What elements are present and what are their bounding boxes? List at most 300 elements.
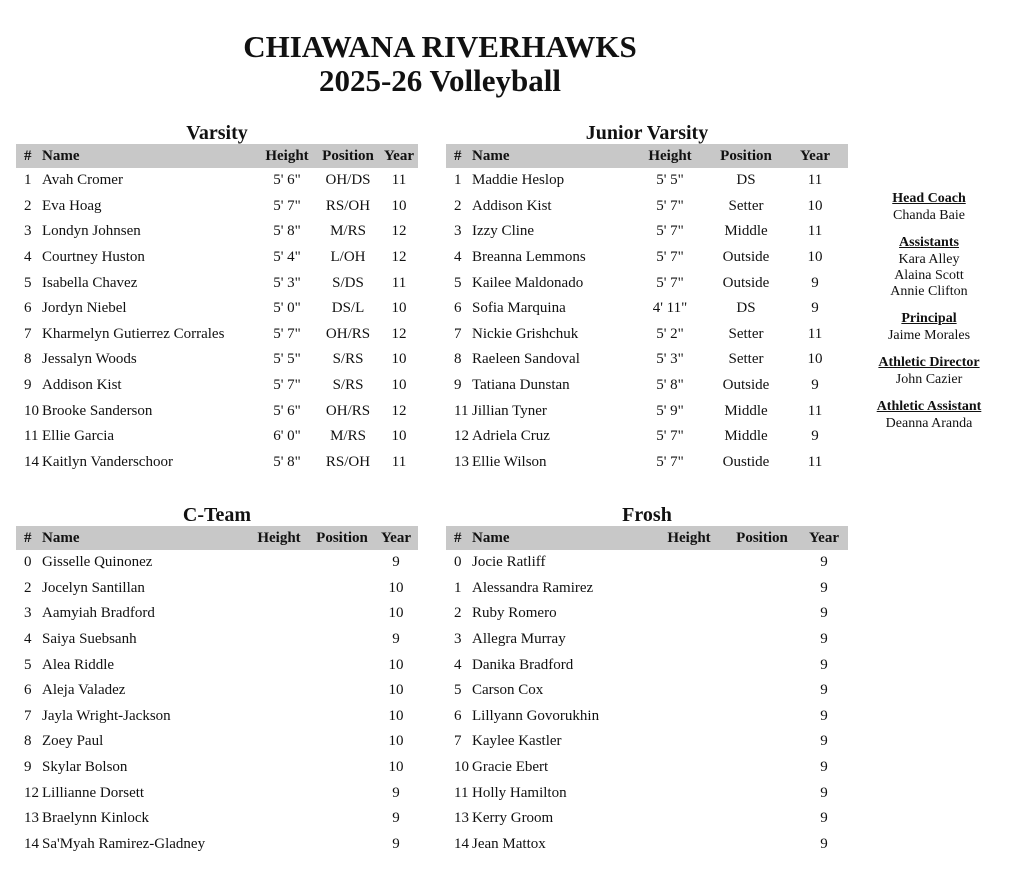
player-year: 9: [820, 656, 828, 673]
table-row: [16, 450, 418, 476]
player-position: RS/OH: [325, 453, 371, 470]
player-year: 10: [391, 300, 407, 317]
staff-list: [862, 190, 996, 442]
player-num: 11: [454, 402, 469, 419]
player-position: [310, 780, 374, 806]
player-position: [724, 576, 800, 602]
player-num: 3: [454, 631, 462, 648]
player-year: 11: [391, 274, 407, 291]
table-row: [16, 168, 418, 194]
player-height: [248, 601, 310, 627]
player-num: 9: [24, 759, 32, 776]
player-name: Gracie Ebert: [472, 759, 549, 776]
player-position: M/RS: [330, 223, 366, 240]
player-num: 4: [454, 249, 462, 266]
player-name: Allegra Murray: [472, 631, 566, 648]
player-num: 7: [454, 733, 462, 750]
player-year: 9: [820, 810, 828, 827]
player-name: Kerry Groom: [472, 810, 554, 827]
column-header-num: #: [24, 529, 32, 546]
player-height: [248, 627, 310, 653]
player-position: OH/RS: [325, 402, 371, 419]
table-row: [16, 729, 418, 755]
player-position: [310, 550, 374, 576]
player-name: Gisselle Quinonez: [42, 554, 153, 571]
staff-name: Deanna Aranda: [885, 416, 973, 431]
player-height: 5' 6": [273, 402, 301, 419]
player-year: 10: [388, 707, 404, 724]
player-num: 14: [454, 835, 469, 852]
column-header-num: #: [454, 147, 462, 164]
player-name: Courtney Huston: [42, 249, 145, 266]
player-year: 9: [392, 835, 400, 852]
player-position: [310, 601, 374, 627]
table-row: [446, 652, 848, 678]
staff-group: [862, 190, 996, 224]
player-name: Skylar Bolson: [42, 759, 128, 776]
player-position: [310, 627, 374, 653]
player-position: Middle: [724, 428, 768, 445]
player-name: Jocie Ratliff: [472, 554, 546, 571]
player-height: 5' 9": [656, 402, 684, 419]
player-num: 11: [454, 784, 469, 801]
player-num: 4: [24, 249, 32, 266]
player-name: Sa'Myah Ramirez-Gladney: [42, 835, 206, 852]
player-num: 10: [454, 759, 469, 776]
player-name: Avah Cromer: [42, 172, 123, 189]
player-name: Addison Kist: [42, 377, 122, 394]
column-header-position: Position: [316, 529, 368, 546]
player-height: [654, 601, 724, 627]
player-position: S/DS: [332, 274, 364, 291]
player-name: Aleja Valadez: [42, 682, 126, 699]
player-height: [248, 678, 310, 704]
player-num: 1: [454, 172, 462, 189]
player-year: 9: [811, 300, 819, 317]
player-year: 10: [388, 579, 404, 596]
player-year: 9: [392, 810, 400, 827]
player-num: 6: [454, 707, 462, 724]
player-num: 3: [24, 605, 32, 622]
player-name: Kaitlyn Vanderschoor: [42, 453, 173, 470]
player-height: 5' 8": [656, 377, 684, 394]
staff-group: [862, 310, 996, 344]
column-header-name: Name: [472, 529, 510, 546]
player-name: Ruby Romero: [472, 605, 557, 622]
player-year: 12: [391, 249, 407, 266]
player-num: 8: [24, 351, 32, 368]
table-row: [16, 806, 418, 832]
player-position: [724, 704, 800, 730]
varsity-roster-table: [16, 144, 418, 475]
junior-varsity-section: [446, 122, 848, 475]
player-position: [310, 832, 374, 858]
column-header-num: #: [24, 147, 32, 164]
table-row: [16, 550, 418, 576]
column-header-name: Name: [42, 529, 80, 546]
table-row: [16, 576, 418, 602]
player-name: Tatiana Dunstan: [472, 377, 570, 394]
player-position: [310, 704, 374, 730]
player-year: 11: [391, 453, 407, 470]
player-position: [724, 678, 800, 704]
page-title: CHIAWANA RIVERHAWKS: [243, 29, 637, 64]
staff-name: Chanda Baie: [893, 208, 965, 223]
table-row: [16, 832, 418, 858]
table-row: [446, 270, 848, 296]
player-position: [724, 627, 800, 653]
player-year: 11: [807, 223, 823, 240]
player-position: [724, 780, 800, 806]
player-position: Oustide: [722, 453, 770, 470]
player-height: [248, 576, 310, 602]
player-position: DS: [736, 300, 756, 317]
player-position: [724, 729, 800, 755]
table-row: [16, 601, 418, 627]
column-header-position: Position: [720, 147, 772, 164]
player-year: 10: [391, 197, 407, 214]
player-height: 5' 5": [656, 172, 684, 189]
player-name: Kharmelyn Gutierrez Corrales: [42, 325, 225, 342]
player-year: 9: [820, 682, 828, 699]
staff-role: Assistants: [899, 235, 959, 250]
player-num: 2: [24, 579, 32, 596]
column-header-height: Height: [667, 529, 711, 546]
player-name: Maddie Heslop: [472, 172, 565, 189]
player-height: 5' 7": [656, 223, 684, 240]
player-name: Danika Bradford: [472, 656, 574, 673]
player-position: [724, 755, 800, 781]
player-position: [724, 601, 800, 627]
staff-role: Head Coach: [892, 191, 966, 206]
player-year: 9: [820, 579, 828, 596]
player-name: Holly Hamilton: [472, 784, 567, 801]
player-name: Ellie Garcia: [42, 428, 115, 445]
table-row: [16, 270, 418, 296]
table-row: [446, 450, 848, 476]
player-name: Aamyiah Bradford: [42, 605, 155, 622]
player-height: [248, 652, 310, 678]
player-year: 10: [388, 682, 404, 699]
player-year: 9: [392, 784, 400, 801]
table-row: [446, 576, 848, 602]
table-header-row: [446, 526, 848, 550]
player-height: [654, 652, 724, 678]
player-height: 5' 0": [273, 300, 301, 317]
player-height: [654, 780, 724, 806]
table-row: [446, 550, 848, 576]
player-num: 9: [24, 377, 32, 394]
table-row: [446, 678, 848, 704]
player-height: [248, 704, 310, 730]
junior-varsity-title: Junior Varsity: [585, 122, 709, 144]
player-num: 2: [454, 605, 462, 622]
player-name: Adriela Cruz: [472, 428, 550, 445]
player-num: 0: [454, 554, 462, 571]
player-num: 9: [454, 377, 462, 394]
table-row: [16, 296, 418, 322]
column-header-position: Position: [322, 147, 374, 164]
player-height: [654, 678, 724, 704]
player-height: 5' 7": [273, 377, 301, 394]
player-height: [248, 806, 310, 832]
player-name: Nickie Grishchuk: [472, 325, 579, 342]
table-row: [16, 398, 418, 424]
table-row: [16, 755, 418, 781]
staff-role: Athletic Assistant: [876, 399, 982, 414]
player-year: 9: [811, 428, 819, 445]
staff-group: [862, 234, 996, 300]
player-height: 5' 7": [273, 197, 301, 214]
player-num: 5: [454, 274, 462, 291]
player-num: 14: [24, 453, 39, 470]
player-name: Braelynn Kinlock: [42, 810, 150, 827]
player-name: Sofia Marquina: [472, 300, 566, 317]
table-row: [16, 322, 418, 348]
staff-name: Kara Alley: [898, 252, 960, 267]
player-name: Alea Riddle: [42, 656, 115, 673]
player-year: 10: [391, 351, 407, 368]
table-row: [446, 347, 848, 373]
table-row: [16, 424, 418, 450]
player-year: 11: [807, 325, 823, 342]
junior-varsity-roster-table: [446, 144, 848, 475]
page-subtitle: 2025-26 Volleyball: [318, 63, 561, 98]
player-year: 12: [391, 402, 407, 419]
column-header-year: Year: [800, 147, 830, 164]
player-height: [248, 550, 310, 576]
player-position: [310, 576, 374, 602]
player-height: 5' 7": [656, 428, 684, 445]
player-position: Middle: [724, 223, 768, 240]
player-year: 9: [820, 784, 828, 801]
player-name: Isabella Chavez: [42, 274, 138, 291]
frosh-title: Frosh: [622, 504, 672, 526]
player-name: Eva Hoag: [42, 197, 102, 214]
player-name: Jayla Wright-Jackson: [42, 707, 171, 724]
player-year: 10: [388, 759, 404, 776]
player-num: 6: [454, 300, 462, 317]
player-num: 14: [24, 835, 39, 852]
player-name: Alessandra Ramirez: [472, 579, 594, 596]
player-position: OH/DS: [325, 172, 371, 189]
player-year: 9: [811, 377, 819, 394]
player-name: Kailee Maldonado: [472, 274, 584, 291]
table-row: [16, 194, 418, 220]
player-name: Brooke Sanderson: [42, 402, 153, 419]
table-row: [16, 245, 418, 271]
player-position: Setter: [728, 197, 764, 214]
player-num: 1: [24, 172, 32, 189]
player-year: 10: [391, 377, 407, 394]
player-position: OH/RS: [325, 325, 371, 342]
player-num: 2: [454, 197, 462, 214]
table-row: [446, 729, 848, 755]
varsity-section: [16, 122, 418, 475]
player-height: [654, 729, 724, 755]
player-position: [310, 652, 374, 678]
staff-group: [862, 398, 996, 432]
player-height: 5' 6": [273, 172, 301, 189]
player-position: [724, 806, 800, 832]
player-position: L/OH: [330, 249, 366, 266]
player-year: 10: [388, 656, 404, 673]
player-year: 9: [820, 605, 828, 622]
table-row: [446, 219, 848, 245]
player-year: 9: [820, 835, 828, 852]
column-header-year: Year: [809, 529, 839, 546]
player-position: [724, 550, 800, 576]
player-position: Outside: [722, 249, 770, 266]
player-name: Jessalyn Woods: [42, 351, 137, 368]
player-num: 5: [24, 656, 32, 673]
player-height: 5' 7": [656, 453, 684, 470]
player-position: Outside: [722, 377, 770, 394]
player-num: 3: [24, 223, 32, 240]
table-row: [446, 424, 848, 450]
player-position: [310, 806, 374, 832]
table-row: [446, 627, 848, 653]
table-row: [446, 755, 848, 781]
player-position: DS: [736, 172, 756, 189]
player-year: 9: [811, 274, 819, 291]
player-height: [654, 755, 724, 781]
player-num: 13: [24, 810, 39, 827]
player-position: S/RS: [332, 351, 364, 368]
table-row: [446, 398, 848, 424]
frosh-roster-table: [446, 526, 848, 857]
player-num: 3: [454, 223, 462, 240]
player-year: 9: [820, 554, 828, 571]
table-row: [446, 806, 848, 832]
player-num: 12: [454, 428, 469, 445]
varsity-title: Varsity: [186, 122, 248, 144]
column-header-num: #: [454, 529, 462, 546]
frosh-section: [446, 504, 848, 857]
player-name: Carson Cox: [472, 682, 544, 699]
player-year: 11: [391, 172, 407, 189]
player-name: Jordyn Niebel: [42, 300, 127, 317]
player-height: [248, 832, 310, 858]
staff-name: Annie Clifton: [890, 284, 968, 299]
player-position: Outside: [722, 274, 770, 291]
player-position: RS/OH: [325, 197, 371, 214]
player-year: 10: [807, 249, 823, 266]
player-year: 11: [807, 453, 823, 470]
player-height: [654, 806, 724, 832]
table-row: [16, 780, 418, 806]
player-height: 5' 7": [656, 197, 684, 214]
player-height: 5' 8": [273, 453, 301, 470]
table-row: [446, 168, 848, 194]
table-row: [16, 373, 418, 399]
player-num: 0: [24, 554, 32, 571]
player-position: Setter: [728, 351, 764, 368]
table-row: [16, 627, 418, 653]
table-row: [446, 322, 848, 348]
player-height: 4' 11": [652, 300, 688, 317]
player-height: [654, 627, 724, 653]
player-height: 5' 2": [656, 325, 684, 342]
player-name: Breanna Lemmons: [472, 249, 586, 266]
player-position: Setter: [728, 325, 764, 342]
player-num: 4: [454, 656, 462, 673]
player-year: 9: [820, 733, 828, 750]
column-header-name: Name: [472, 147, 510, 164]
table-row: [16, 219, 418, 245]
staff-role: Athletic Director: [878, 355, 980, 370]
player-position: [724, 832, 800, 858]
column-header-position: Position: [736, 529, 788, 546]
player-name: Raeleen Sandoval: [472, 351, 580, 368]
player-height: 5' 7": [656, 274, 684, 291]
player-num: 13: [454, 810, 469, 827]
player-height: [654, 550, 724, 576]
player-name: Lillianne Dorsett: [42, 784, 145, 801]
c-team-title: C-Team: [182, 504, 252, 526]
player-height: [248, 755, 310, 781]
player-position: Middle: [724, 402, 768, 419]
player-name: Saiya Suebsanh: [42, 631, 137, 648]
table-row: [446, 704, 848, 730]
player-position: [724, 652, 800, 678]
player-name: Jean Mattox: [472, 835, 546, 852]
c-team-roster-table: [16, 526, 418, 857]
staff-group: [862, 354, 996, 388]
player-year: 10: [391, 428, 407, 445]
player-year: 9: [820, 631, 828, 648]
player-position: [310, 729, 374, 755]
player-num: 7: [24, 325, 32, 342]
table-row: [16, 678, 418, 704]
player-name: Zoey Paul: [42, 733, 104, 750]
player-height: 5' 4": [273, 249, 301, 266]
table-row: [446, 601, 848, 627]
player-name: Ellie Wilson: [472, 453, 547, 470]
player-year: 9: [820, 707, 828, 724]
player-position: [310, 755, 374, 781]
player-num: 12: [24, 784, 39, 801]
table-header-row: [446, 144, 848, 168]
staff-role: Principal: [901, 311, 957, 326]
player-num: 6: [24, 300, 32, 317]
player-year: 10: [388, 605, 404, 622]
player-num: 5: [24, 274, 32, 291]
player-num: 2: [24, 197, 32, 214]
player-year: 11: [807, 172, 823, 189]
player-position: [310, 678, 374, 704]
player-name: Kaylee Kastler: [472, 733, 562, 750]
player-name: Izzy Cline: [472, 223, 535, 240]
player-position: S/RS: [332, 377, 364, 394]
player-height: 5' 5": [273, 351, 301, 368]
player-name: Jillian Tyner: [472, 402, 547, 419]
column-header-year: Year: [384, 147, 414, 164]
player-name: Lillyann Govorukhin: [472, 707, 600, 724]
column-header-height: Height: [648, 147, 692, 164]
player-num: 8: [24, 733, 32, 750]
player-height: 5' 3": [273, 274, 301, 291]
table-row: [446, 296, 848, 322]
table-header-row: [16, 526, 418, 550]
player-year: 10: [388, 733, 404, 750]
player-position: M/RS: [330, 428, 366, 445]
player-year: 9: [820, 759, 828, 776]
player-height: 5' 7": [656, 249, 684, 266]
player-height: [654, 704, 724, 730]
staff-name: Alaina Scott: [894, 268, 964, 283]
player-name: Jocelyn Santillan: [42, 579, 145, 596]
